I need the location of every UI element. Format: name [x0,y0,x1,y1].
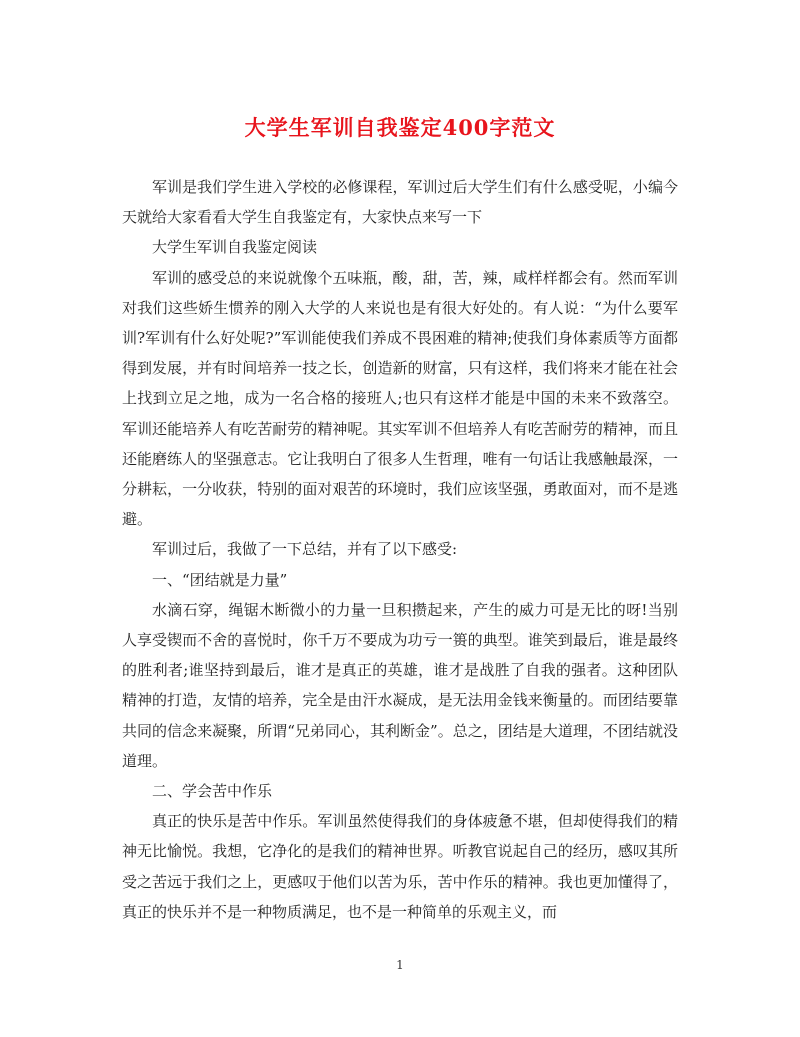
intro-paragraph: 军训是我们学生进入学校的必修课程，军训过后大学生们有什么感受呢，小编今天就给大家看看大学生自我鉴定有，大家快点来写一下 [122,178,678,227]
summary-intro-paragraph: 军训过后，我做了一下总结，并有了以下感受: [152,540,458,559]
document-title: 大学生军训自我鉴定400字范文 [244,115,556,140]
body-paragraph: 军训的感受总的来说就像个五味瓶，酸，甜，苦，辣，咸样样都会有。然而军训对我们这些娇生惯养的刚入大学的人来说也是有很大好处的。有人说：“为什么要军训?军训有什么好处呢?”军训能使我们养成不畏困难的精神;使我们身体素质等方面都得到发展，并有时间培养一技之长，创造新的财富，只有这样，我们将来才能在社会上找到立足之地，成为一名合格的接班人;也只有这样才能是中国的未来不致落空。军训还能培养人有吃苦耐劳的精神呢。其实军训不但培养人有吃苦耐劳的精神，而且还能磨练人的坚强意志。它让我明白了很多人生哲理，唯有一句话让我感触最深，一分耕耘，一分收获，特别的面对艰苦的环境时，我们应该坚强，勇敢面对，而不是逃避。 [122,268,678,529]
section-heading-unity: 一、“团结就是力量” [152,570,288,589]
body-paragraph: 水滴石穿，绳锯木断微小的力量一旦积攒起来，产生的威力可是无比的呀!当别人享受锲而不舍的喜悦时，你千万不要成为功亏一篑的典型。谁笑到最后，谁是最终的胜利者;谁坚持到最后，谁才是真正的英雄，谁才是战胜了自我的强者。这种团队精神的打造，友情的培养，完全是由汗水凝成，是无法用金钱来衡量的。而团结要靠共同的信念来凝聚，所谓“兄弟同心，其利断金”。总之，团结是大道理，不团结就没道理。 [122,600,678,770]
section-heading-hardship: 二、学会苦中作乐 [152,782,273,801]
body-paragraph: 真正的快乐是苦中作乐。军训虽然使得我们的身体疲惫不堪，但却使得我们的精神无比愉悦。我想，它净化的是我们的精神世界。听教官说起自己的经历，感叹其所受之苦远于我们之上，更感叹于他们以苦为乐，苦中作乐的精神。我也更加懂得了，真正的快乐并不是一种物质满足，也不是一种简单的乐观主义，而 [122,812,678,921]
page-number: 1 [396,958,404,972]
document-body [122,172,678,927]
section-heading-reading: 大学生军训自我鉴定阅读 [152,238,318,257]
